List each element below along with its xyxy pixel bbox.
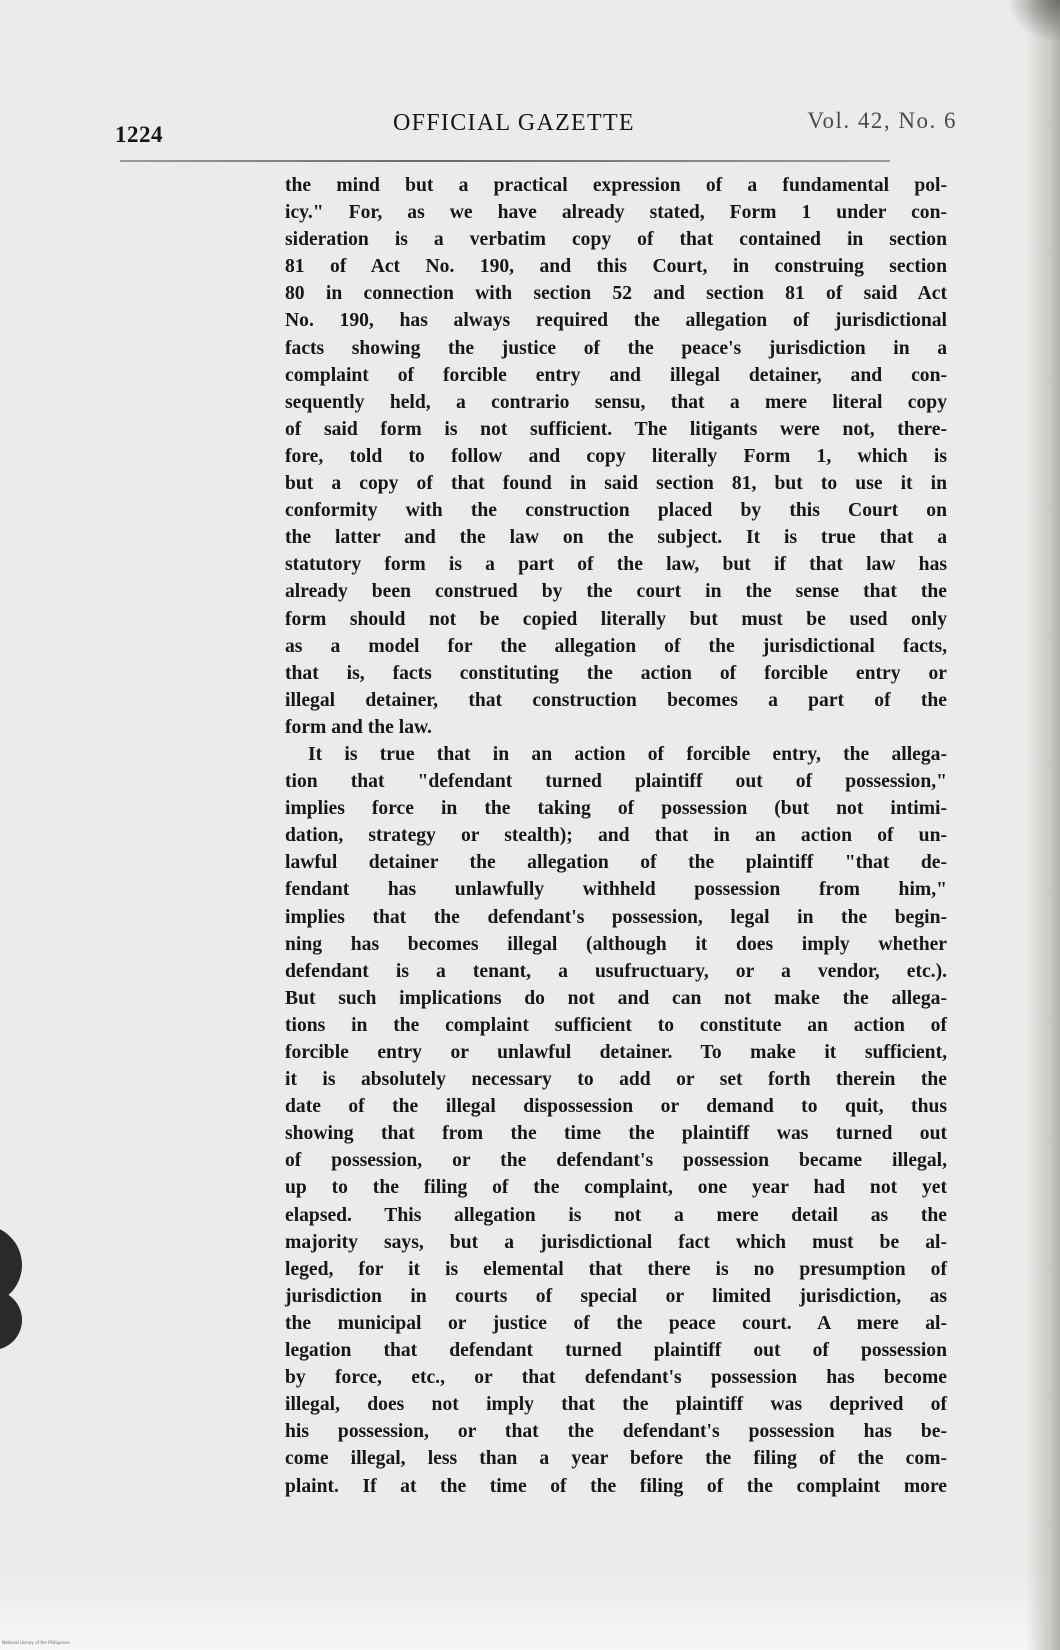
page-header [115,102,957,150]
text-line: of said form is not sufficient. The litigants were not, there- [285,418,947,440]
text-line: it is absolutely necessary to add or set forth therein the [285,1069,947,1091]
text-line: majority says, but a jurisdictional fact which must be al- [285,1231,947,1253]
text-line: come illegal, less than a year before the filing of the com- [285,1448,947,1470]
text-line: elapsed. This allegation is not a mere detail as the [285,1204,947,1226]
text-line: conformity with the construction placed by this Court on [285,500,947,522]
text-line: icy." For, as we have already stated, Form 1 under con- [285,202,947,224]
text-line: leged, for it is elemental that there is no presumption of [285,1258,947,1280]
running-title: OFFICIAL GAZETTE [393,110,635,136]
text-line: the municipal or justice of the peace court. A mere al- [285,1312,947,1334]
text-line: but a copy of that found in said section 81, but to use it in [285,473,947,495]
text-line: sideration is a verbatim copy of that contained in section [285,229,947,251]
text-line: fendant has unlawfully withheld possession from him," [285,879,947,901]
text-line: 80 in connection with section 52 and section 81 of said Act [285,283,947,305]
header-rule [120,160,890,162]
text-line: illegal detainer, that construction becomes a part of the [285,689,947,711]
text-line: legation that defendant turned plaintiff out of possession [285,1340,947,1362]
text-line: fore, told to follow and copy literally Form 1, which is [285,445,947,467]
binding-hole-lower [0,1290,22,1350]
text-line: implies that the defendant's possession, legal in the begin- [285,906,947,928]
page-edge-shadow [1026,0,1060,1650]
text-line: dation, strategy or stealth); and that in an action of un- [285,825,947,847]
text-line: complaint of forcible entry and illegal detainer, and con- [285,364,947,386]
text-line: up to the filing of the complaint, one year had not yet [285,1177,947,1199]
text-line: tion that "defendant turned plaintiff out of possession," [285,771,947,793]
scan-corner-shadow [1010,0,1060,40]
text-line: ning has becomes illegal (although it does imply whether [285,933,947,955]
body-text-column [285,172,947,1500]
text-line: statutory form is a part of the law, but if that law has [285,554,947,576]
page-number: 1224 [115,122,163,147]
text-line: as a model for the allegation of the jurisdictional facts, [285,635,947,657]
text-line: But such implications do not and can not make the allega- [285,987,947,1009]
page-bottom-margin [0,1570,1060,1650]
text-line: tions in the complaint sufficient to constitute an action of [285,1014,947,1036]
text-line: plaint. If at the time of the filing of the complaint more [285,1475,947,1497]
text-line: that is, facts constituting the action of forcible entry or [285,662,947,684]
text-line: the mind but a practical expression of a fundamental pol- [285,175,947,196]
text-line: 81 of Act No. 190, and this Court, in construing section [285,256,947,278]
text-line: lawful detainer the allegation of the plaintiff "that de- [285,852,947,874]
text-line: the latter and the law on the subject. It is true that a [285,527,947,549]
text-line: It is true that in an action of forcible entry, the allega- [308,743,947,765]
issue-reference: Vol. 42, No. 6 [807,108,957,133]
text-line: defendant is a tenant, a usufructuary, or a vendor, etc.). [285,960,947,982]
text-line: showing that from the time the plaintiff was turned out [285,1123,947,1145]
text-line: form and the law. [285,716,432,738]
text-line: implies force in the taking of possession (but not intimi- [285,798,947,820]
text-line: sequently held, a contrario sensu, that a mere literal copy [285,391,947,413]
text-line: forcible entry or unlawful detainer. To make it sufficient, [285,1042,947,1063]
text-line: No. 190, has always required the allegation of jurisdictional [285,310,947,332]
text-line: of possession, or the defendant's possession became illegal, [285,1150,947,1172]
text-line: already been construed by the court in the sense that the [285,581,947,603]
text-line: date of the illegal dispossession or demand to quit, thus [285,1096,947,1118]
library-stamp: National Library of the Philippines [2,1640,70,1645]
text-line: illegal, does not imply that the plaintiff was deprived of [285,1394,947,1416]
text-line: jurisdiction in courts of special or limited jurisdiction, as [285,1285,947,1307]
text-line: his possession, or that the defendant's possession has be- [285,1421,947,1443]
text-line: facts showing the justice of the peace's jurisdiction in a [285,337,947,359]
text-line: by force, etc., or that defendant's possession has become [285,1367,947,1389]
text-line: form should not be copied literally but must be used only [285,608,947,630]
